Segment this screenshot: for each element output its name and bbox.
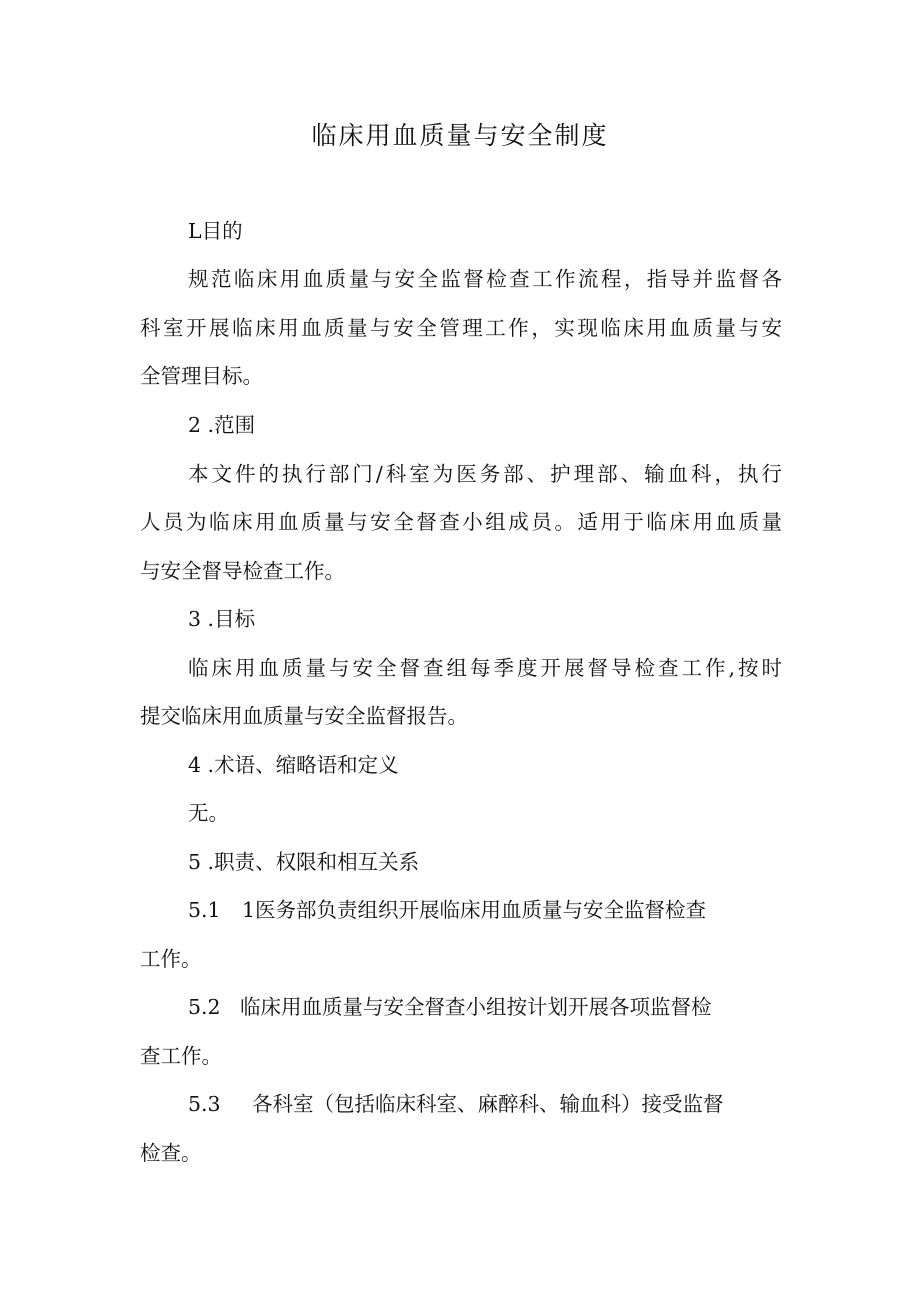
paragraph-line: 临床用血质量与安全督查组每季度开展督导检查工作,按时 bbox=[188, 656, 782, 680]
list-item-text: 临床用血质量与安全督查小组按计划开展各项监督检 bbox=[240, 995, 712, 1019]
section-heading-purpose: L目的 bbox=[188, 219, 243, 243]
list-item-text: 1医务部负责组织开展临床用血质量与安全监督检查 bbox=[242, 898, 707, 922]
paragraph-line: 与安全督导检查工作。 bbox=[140, 559, 345, 583]
paragraph-line: 科室开展临床用血质量与安全管理工作，实现临床用血质量与安 bbox=[140, 316, 782, 340]
paragraph-line: 全管理目标。 bbox=[140, 364, 263, 388]
section-heading-scope: 2 .范围 bbox=[188, 413, 256, 437]
list-item-5-2 bbox=[188, 990, 782, 1024]
section-heading-responsibilities: 5 .职责、权限和相互关系 bbox=[188, 850, 420, 874]
paragraph-line: 查工作。 bbox=[140, 1044, 222, 1068]
list-item-text: 各科室（包括临床科室、麻醉科、输血科）接受监督 bbox=[252, 1092, 724, 1116]
paragraph-line: 人员为临床用血质量与安全督查小组成员。适用于临床用血质量 bbox=[140, 510, 782, 534]
document-title: 临床用血质量与安全制度 bbox=[311, 121, 609, 150]
paragraph-line: 检查。 bbox=[140, 1141, 202, 1165]
paragraph-line: 工作。 bbox=[140, 947, 202, 971]
paragraph-line: 无。 bbox=[188, 801, 229, 825]
list-item-number: 5.1 bbox=[188, 898, 221, 922]
paragraph-line: 提交临床用血质量与安全监督报告。 bbox=[140, 704, 468, 728]
section-heading-terms: 4 .术语、缩略语和定义 bbox=[188, 753, 399, 777]
list-item-number: 5.2 bbox=[188, 995, 221, 1019]
list-item-5-1 bbox=[188, 893, 782, 927]
list-item-number: 5.3 bbox=[188, 1092, 221, 1116]
paragraph-line: 规范临床用血质量与安全监督检查工作流程，指导并监督各 bbox=[188, 267, 782, 291]
section-heading-goal: 3 .目标 bbox=[188, 607, 256, 631]
paragraph-line: 本文件的执行部门/科室为医务部、护理部、输血科，执行 bbox=[188, 462, 782, 486]
list-item-5-3 bbox=[188, 1087, 782, 1121]
